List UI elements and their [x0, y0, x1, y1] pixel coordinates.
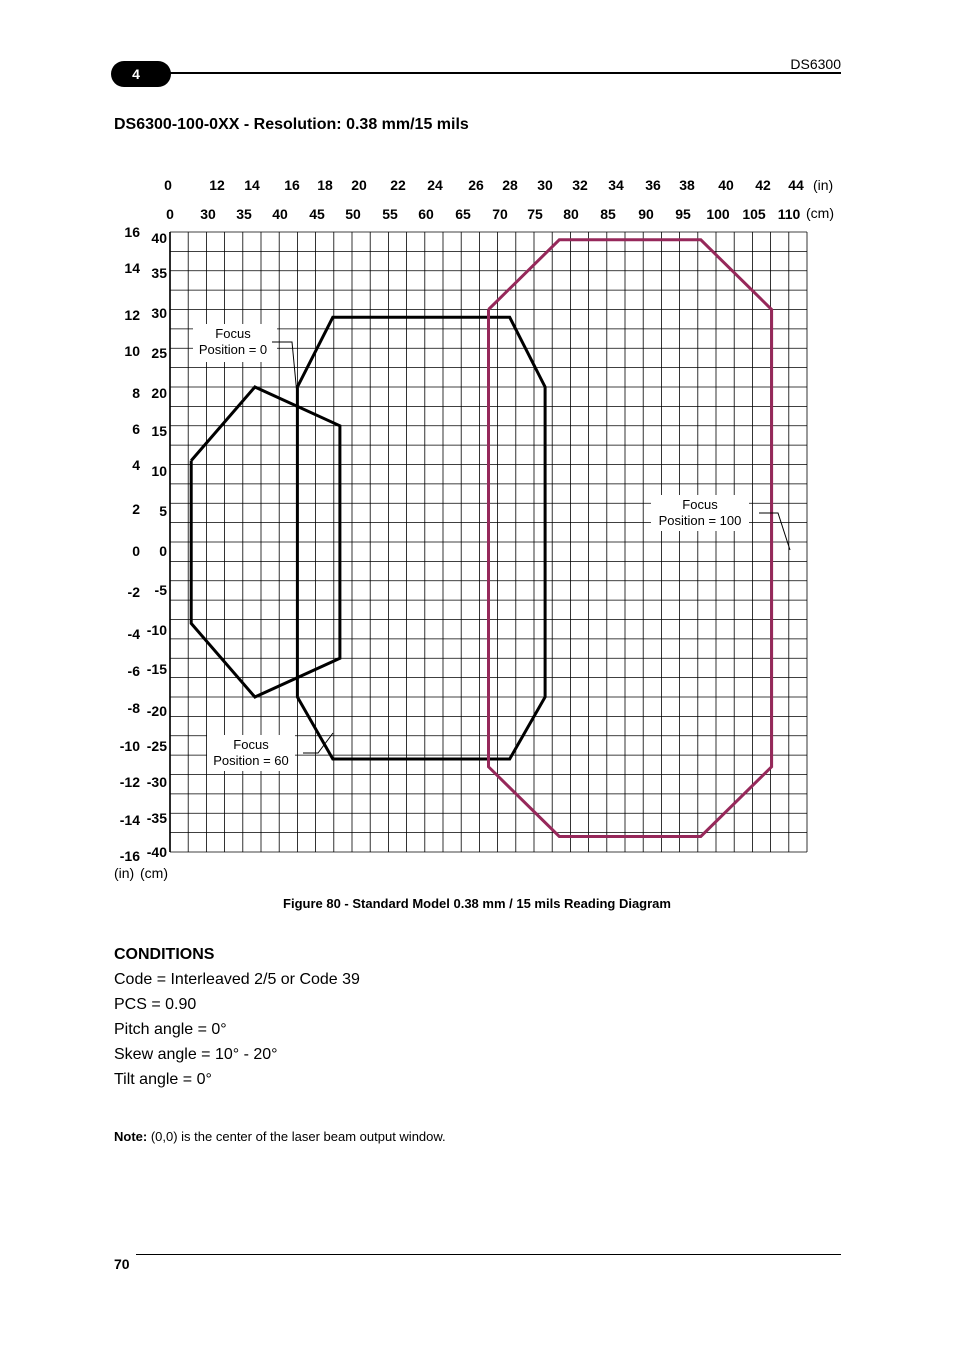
- x-tick-cm: 60: [418, 206, 434, 222]
- x-tick-cm: 80: [563, 206, 579, 222]
- x-tick-in: 38: [679, 177, 695, 193]
- page-number: 70: [114, 1256, 130, 1272]
- x-tick-cm: 50: [345, 206, 361, 222]
- figure-caption: Figure 80 - Standard Model 0.38 mm / 15 mils Reading Diagram: [283, 896, 671, 911]
- y-tick-in: -10: [119, 738, 140, 754]
- annotation-label: Position = 100: [658, 513, 742, 528]
- y-tick-in: 10: [124, 343, 140, 359]
- note-text: (0,0) is the center of the laser beam output window.: [147, 1129, 446, 1144]
- header-doc-title: DS6300: [790, 56, 841, 72]
- y-tick-in: -4: [127, 626, 140, 642]
- section-title: DS6300-100-0XX - Resolution: 0.38 mm/15 mils: [114, 116, 469, 133]
- y-tick-cm: -5: [154, 582, 167, 598]
- x-tick-cm: 45: [309, 206, 325, 222]
- annotation-label: Focus: [233, 737, 269, 752]
- x-tick-in: 0: [164, 177, 172, 193]
- y-tick-cm: 30: [151, 305, 167, 321]
- y-tick-cm: -35: [146, 810, 167, 826]
- x-tick-in: 40: [718, 177, 734, 193]
- x-unit-in: (in): [813, 177, 834, 193]
- x-tick-cm: 0: [166, 206, 174, 222]
- x-tick-cm: 30: [200, 206, 216, 222]
- annotation-label: Position = 0: [198, 342, 268, 357]
- x-tick-in: 24: [427, 177, 443, 193]
- annotation-label: Position = 60: [213, 753, 289, 768]
- x-tick-cm: 65: [455, 206, 471, 222]
- y-tick-in: -14: [119, 812, 140, 828]
- x-tick-cm: 100: [706, 206, 730, 222]
- x-tick-cm: 90: [638, 206, 654, 222]
- y-tick-cm: 35: [151, 265, 167, 281]
- y-tick-in: 16: [124, 224, 140, 240]
- condition-line: Pitch angle = 0°: [114, 1021, 227, 1038]
- x-tick-in: 14: [244, 177, 260, 193]
- y-tick-cm: 10: [151, 463, 167, 479]
- x-tick-cm: 110: [777, 206, 801, 222]
- footer-rule: [136, 1254, 841, 1255]
- x-tick-in: 22: [390, 177, 406, 193]
- x-tick-in: 20: [351, 177, 367, 193]
- y-tick-in: -12: [119, 774, 140, 790]
- y-unit-cm: (cm): [140, 865, 168, 881]
- y-tick-cm: -20: [146, 703, 167, 719]
- y-tick-in: 14: [124, 260, 140, 276]
- x-tick-in: 16: [284, 177, 300, 193]
- annotation-label: Focus: [682, 497, 718, 512]
- x-tick-cm: 105: [742, 206, 766, 222]
- y-tick-in: 12: [124, 307, 140, 323]
- x-tick-in: 26: [468, 177, 484, 193]
- x-tick-cm: 75: [527, 206, 543, 222]
- y-tick-cm: -25: [146, 738, 167, 754]
- y-tick-cm: -40: [146, 844, 167, 860]
- reading-zone-2: [489, 240, 772, 837]
- y-tick-cm: 40: [151, 230, 167, 246]
- y-tick-in: -16: [119, 848, 140, 864]
- annotation-leader: [759, 513, 790, 550]
- condition-line: Skew angle = 10° - 20°: [114, 1046, 278, 1063]
- y-tick-in: 0: [132, 543, 140, 559]
- condition-line: Tilt angle = 0°: [114, 1071, 212, 1088]
- x-tick-in: 12: [209, 177, 225, 193]
- x-tick-cm: 40: [272, 206, 288, 222]
- conditions-block: [114, 942, 360, 1092]
- x-tick-in: 18: [317, 177, 333, 193]
- x-unit-cm: (cm): [806, 205, 834, 221]
- conditions-title: CONDITIONS: [114, 946, 215, 963]
- note-label: Note:: [114, 1129, 148, 1144]
- y-tick-cm: -30: [146, 774, 167, 790]
- condition-line: PCS = 0.90: [114, 996, 197, 1013]
- y-tick-in: 2: [132, 501, 140, 517]
- x-tick-in: 32: [572, 177, 588, 193]
- y-tick-cm: 25: [151, 345, 167, 361]
- chapter-badge: 4: [111, 61, 171, 87]
- x-tick-cm: 95: [675, 206, 691, 222]
- y-tick-cm: 20: [151, 385, 167, 401]
- annotation-label: Focus: [215, 326, 251, 341]
- x-tick-cm: 85: [600, 206, 616, 222]
- y-tick-in: -6: [127, 663, 140, 679]
- y-tick-cm: 0: [159, 543, 167, 559]
- x-tick-in: 34: [608, 177, 624, 193]
- y-tick-in: 6: [132, 421, 140, 437]
- y-tick-cm: -15: [146, 661, 167, 677]
- y-tick-in: 8: [132, 385, 140, 401]
- reading-zone-1: [297, 317, 545, 759]
- x-tick-in: 42: [755, 177, 771, 193]
- x-tick-cm: 55: [382, 206, 398, 222]
- x-tick-cm: 70: [492, 206, 508, 222]
- x-tick-in: 36: [645, 177, 661, 193]
- x-tick-in: 30: [537, 177, 553, 193]
- y-tick-in: 4: [132, 457, 140, 473]
- y-tick-in: -8: [127, 700, 140, 716]
- x-tick-in: 44: [788, 177, 804, 193]
- note: [114, 1129, 446, 1144]
- y-tick-in: -2: [127, 584, 140, 600]
- y-tick-cm: -10: [146, 622, 167, 638]
- x-tick-cm: 35: [236, 206, 252, 222]
- y-tick-cm: 15: [151, 423, 167, 439]
- x-tick-in: 28: [502, 177, 518, 193]
- condition-line: Code = Interleaved 2/5 or Code 39: [114, 971, 360, 988]
- y-tick-cm: 5: [159, 503, 167, 519]
- y-unit-in: (in): [114, 865, 135, 881]
